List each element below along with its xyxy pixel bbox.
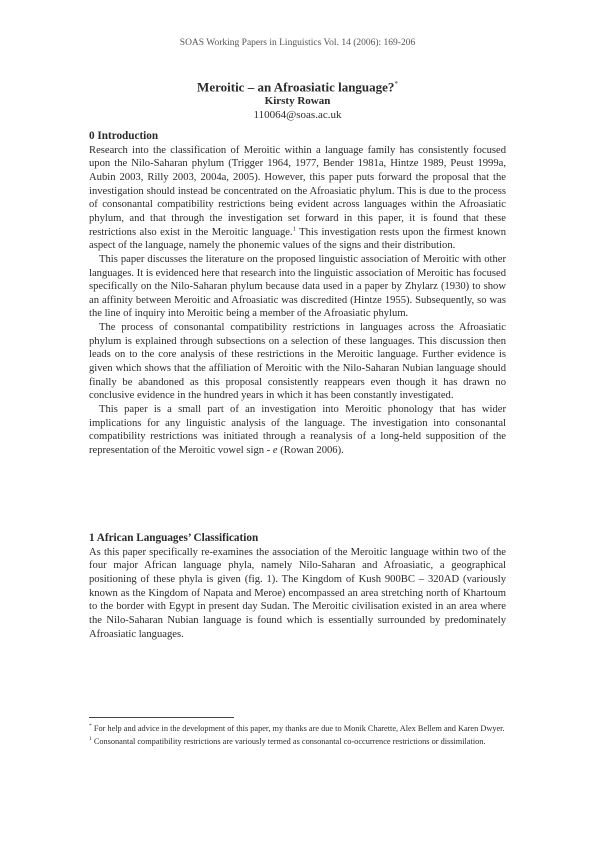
paragraph: As this paper specifically re-examines the association of the Meroitic language within two of the four major African language phyla, namely Nilo-Saharan and Afroasiatic, a geographical positioning of these phyla is given (fig. 1). The Kingdom of Kush 900BC – 320AD (variously known as the Kingdom of Napata and Meroe) encompassed an area stretching north of Khartoum to the border with Egypt in present day Sudan. The Meroitic civilisation existed in an area where the Nilo-Saharan Nubian language is found which is essentially surrounded by predominately Afroasiatic languages. bbox=[89, 546, 506, 640]
paper-title-text: Meroitic – an Afroasiatic language? bbox=[197, 79, 395, 95]
author-email: 110064@soas.ac.uk bbox=[253, 109, 342, 122]
section-heading-classification: 1 African Languages’ Classification bbox=[89, 532, 259, 544]
footnote-divider bbox=[89, 717, 234, 718]
paper-title bbox=[0, 77, 595, 94]
section-african-languages bbox=[89, 532, 506, 641]
paragraph: The process of consonantal compatibility restrictions in languages across the Afroasiatic phylum is explained through subsections on a selection of these languages. This discussion then leads on to the core analysis of these restrictions in the Meroitic language. Further evidence is given which shows that the affiliation of Meroitic with the Nilo-Saharan Nubian language should finally be abandoned as this proposal consistently reappears even though it has drawn no conclusive evidence in the hundred years in which it has been constantly investigated. bbox=[89, 322, 506, 402]
title-block bbox=[0, 77, 595, 122]
author-name: Kirsty Rowan bbox=[264, 95, 331, 108]
footnote-ref-1: 1 bbox=[292, 225, 296, 232]
footnotes bbox=[89, 721, 506, 748]
title-footnote-mark: * bbox=[394, 80, 398, 88]
paragraph bbox=[89, 144, 506, 253]
paragraph-text: (Rowan 2006). bbox=[277, 445, 344, 457]
vowel-sign-e: e bbox=[272, 445, 278, 457]
paragraph-text: This investigation rests upon the firmest known aspect of the language, namely the phonemic values of the signs and their distribution. bbox=[89, 226, 506, 252]
paragraph-text: Research into the classification of Meroitic within a language family has consistently focused upon the Nilo-Saharan phylum (Trigger 1964, 1977, Bender 1981a, Hintze 1989, Peust 1999a, Aubin 2003, Rilly 2003, 2004a, 2005). However, this paper puts forward the proposal that the investigation should instead be concentrated on the Afroasiatic phylum. This is due to the process of consonantal compatibility restrictions being evident across languages within the Afroasiatic phylum, and that through the investigation set forward in this paper, it is found that these restrictions also exist in the Meroitic language. bbox=[89, 144, 506, 238]
paragraph-text: This paper is a small part of an investigation into Meroitic phonology that has wider implications for any linguistic analysis of the language. The investigation into consonantal compatibility restrictions was initiated through a reanalysis of a long-held supposition of the representation of the Meroitic vowel sign - bbox=[89, 404, 506, 457]
footnote-mark: 1 bbox=[89, 736, 92, 743]
paragraph bbox=[89, 403, 506, 458]
footnote-star bbox=[89, 721, 506, 734]
paragraph: This paper discusses the literature on the proposed linguistic association of Meroitic with other languages. It is evidenced here that research into the linguistic association of Meroitic has focused specifically on the Nilo-Saharan phylum because data used in a paper by Zhylarz (1930) to show an affinity between Meroitic and Afroasiatic was discredited (Hintze 1955). Subsequently, so was the line of inquiry into Meroitic being a member of the Afroasiatic phylum. bbox=[89, 253, 506, 320]
footnote-text: Consonantal compatibility restrictions are variously termed as consonantal co-occurrence restrictions or dissimilation. bbox=[91, 737, 486, 747]
footnote-text: For help and advice in the development of this paper, my thanks are due to Monik Charette, Alex Bellem and Karen Dwyer. bbox=[91, 723, 505, 733]
footnote-mark: * bbox=[89, 723, 92, 729]
footnote-1 bbox=[89, 734, 506, 747]
section-introduction bbox=[89, 130, 506, 458]
running-header: SOAS Working Papers in Linguistics Vol. 14 (2006): 169-206 bbox=[179, 38, 416, 48]
section-heading-introduction: 0 Introduction bbox=[89, 130, 159, 142]
